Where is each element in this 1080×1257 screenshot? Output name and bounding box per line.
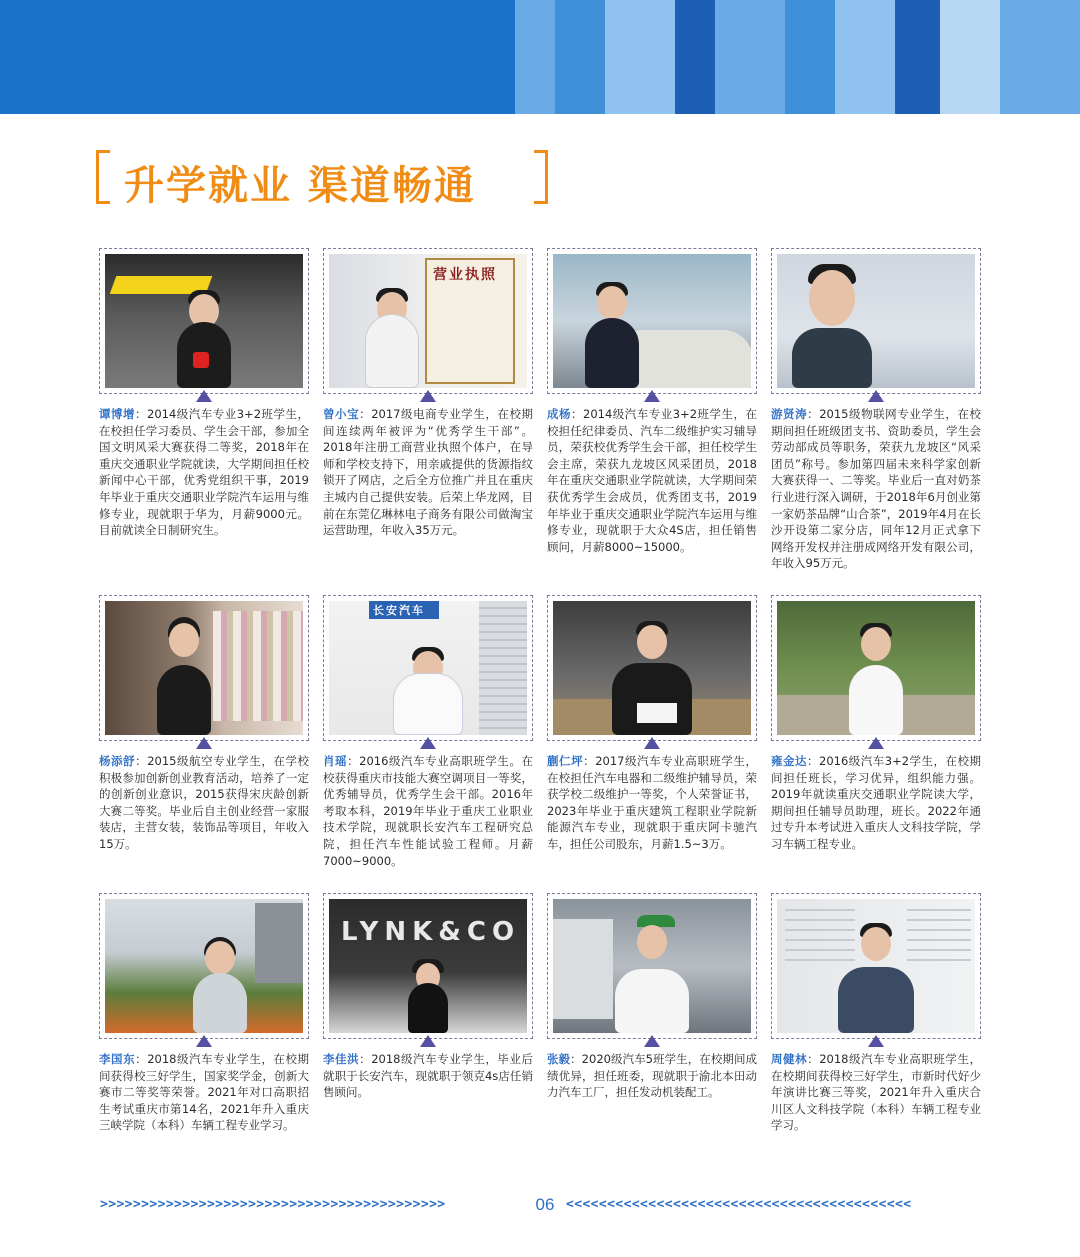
profile-text — [323, 1051, 533, 1101]
profile-desc: ：2018级汽车专业高职班学生，在校期间获得校三好学生，市新时代好少年演讲比赛三等奖，2021年升入重庆合川区人文科技学院（本科）车辆工程专业学习。 — [771, 1052, 982, 1133]
profile-photo — [105, 899, 303, 1033]
profile-text — [323, 406, 533, 539]
photo-frame — [99, 248, 309, 394]
profile-photo — [329, 601, 527, 735]
profile-name: 成杨 — [547, 407, 571, 421]
banner-stripe — [895, 0, 940, 114]
photo-frame — [771, 248, 981, 394]
license-sign: 营业执照 — [433, 267, 497, 283]
banner-stripe — [1000, 0, 1080, 114]
banner-stripe — [785, 0, 835, 114]
pointer-icon — [420, 1035, 436, 1047]
footer-arrows-left: >>>>>>>>>>>>>>>>>>>>>>>>>>>>>>>>>>>>>>>>>> — [100, 1197, 446, 1212]
profile-photo — [777, 254, 975, 388]
photo-frame — [323, 595, 533, 741]
profile-card — [99, 893, 309, 1134]
profile-desc: ：2017级电商专业学生，在校期间连续两年被评为“优秀学生干部”。2018年注册工商营业执照个体户，在导师和学校支持下，用亲戚提供的货源指纹锁开了网店，之后全方位推广并且在重庆主城内自己提供安装。后荣上华龙网，目前在东莞亿琳林电子商务有限公司做淘宝运营助理，年收入35万元。 — [323, 407, 534, 538]
page-title: 升学就业 渠道畅通 — [124, 163, 476, 209]
profile-text — [771, 406, 981, 572]
pointer-icon — [196, 737, 212, 749]
footer-arrows-right: <<<<<<<<<<<<<<<<<<<<<<<<<<<<<<<<<<<<<<<<<< — [566, 1197, 912, 1212]
profile-card — [99, 595, 309, 853]
profile-name: 蒯仁坪 — [547, 754, 584, 768]
profile-name: 周健林 — [771, 1052, 808, 1066]
banner-stripe — [940, 0, 1000, 114]
banner-stripe — [515, 0, 555, 114]
profile-photo — [105, 601, 303, 735]
profile-photo — [105, 254, 303, 388]
profile-name: 李佳洪 — [323, 1052, 360, 1066]
profile-card — [547, 248, 757, 555]
profile-name: 李国东 — [99, 1052, 136, 1066]
photo-frame — [547, 893, 757, 1039]
profile-desc: ：2016级汽车3+2学生，在校期间担任班长，学习优异，组织能力强。2019年就读重庆交通职业学院读大学，期间担任辅导员助理，班长。2022年通过专升本考试进入重庆人文科技学院，学习车辆工程专业。 — [771, 754, 981, 851]
profile-text — [99, 753, 309, 853]
profile-text — [547, 1051, 757, 1101]
photo-frame — [99, 595, 309, 741]
profile-name: 谭博增 — [99, 407, 135, 421]
profile-name: 游贤涛 — [771, 407, 808, 421]
profile-photo — [329, 899, 527, 1033]
pointer-icon — [420, 390, 436, 402]
profile-card — [771, 893, 981, 1134]
profile-card — [547, 595, 757, 853]
profile-name: 张毅 — [547, 1052, 571, 1066]
pointer-icon — [868, 1035, 884, 1047]
profile-card — [771, 248, 981, 572]
profile-card — [771, 595, 981, 853]
profile-photo — [553, 254, 751, 388]
profile-desc: ：2020级汽车5班学生，在校期间成绩优异，担任班委，现就职于渝北本田动力汽车工厂，担任发动机装配工。 — [547, 1052, 757, 1100]
profile-desc: ：2018级汽车专业学生，毕业后就职于长安汽车，现就职于领克4s店任销售顾问。 — [323, 1052, 534, 1100]
title-bracket-right — [534, 150, 548, 204]
profile-card — [323, 893, 533, 1101]
profile-name: 杨添舒 — [99, 754, 136, 768]
pointer-icon — [868, 390, 884, 402]
photo-frame — [771, 595, 981, 741]
profile-desc: ：2014级汽车专业3+2班学生，在校担任学习委员、学生会干部，参加全国文明风采大赛获得二等奖，2018年在重庆交通职业学院就读，大学期间担任校新闻中心干部，优秀党组织干事，2019年毕业于重庆交通职业学院汽车运用与维修专业，现就职于华为，月薪9000元。目前就读全日制研究生。 — [99, 407, 309, 538]
profile-desc: ：2018级汽车专业学生，在校期间获得校三好学生，国家奖学金，创新大赛市二等奖等荣誉。2021年对口高职招生考试重庆市第14名，2021年升入重庆三峡学院（本科）车辆工程专业学习。 — [99, 1052, 310, 1133]
profile-text — [323, 753, 533, 869]
profile-text — [771, 753, 981, 853]
profile-card — [99, 248, 309, 539]
banner-stripe — [605, 0, 675, 114]
profile-text — [99, 1051, 309, 1134]
profile-photo — [329, 254, 527, 388]
photo-frame — [99, 893, 309, 1039]
banner-stripe — [835, 0, 895, 114]
photo-frame — [323, 893, 533, 1039]
page-footer — [100, 1195, 980, 1217]
pointer-icon — [868, 737, 884, 749]
photo-frame — [547, 248, 757, 394]
profile-desc: ：2015级物联网专业学生，在校期间担任班级团支书、资助委员，学生会劳动部成员等职务，荣获九龙坡区“风采团员”称号。参加第四届未来科学家创新大赛获得一、二等奖。毕业后一直对奶茶行业进行深入调研，于2018年6月创业第一家奶茶品牌“山合茶”，2019年4月在长沙开设第二家分店，同年12月正式拿下网络开发权并注册成网络开发有限公司，年收入95万元。 — [771, 407, 982, 571]
profile-desc: ：2017级汽车专业高职班学生，在校担任汽车电器和二级维护辅导员，荣获学校二级维护一等奖，个人荣誉证书，2023年毕业于重庆建筑工程职业学院新能源汽车专业，现就职于重庆阿卡驰汽车，担任公司股东，月薪1.5~3万。 — [547, 754, 758, 851]
page-number: 06 — [535, 1195, 555, 1214]
profile-card — [323, 248, 533, 539]
photo-frame — [547, 595, 757, 741]
profile-photo — [777, 899, 975, 1033]
profile-text — [547, 406, 757, 555]
profile-name: 肖瑶 — [323, 754, 348, 768]
profile-card — [547, 893, 757, 1101]
profile-photo — [777, 601, 975, 735]
profile-desc: ：2016级汽车专业高职班学生。在校获得重庆市技能大赛空调项目一等奖，优秀辅导员，优秀学生会干部。2016年考取本科，2019年毕业于重庆工业职业技术学院，现就职长安汽车工程研究总院，担任汽车性能试验工程师。月薪7000~9000。 — [323, 754, 534, 868]
photo-frame — [323, 248, 533, 394]
profile-photo — [553, 899, 751, 1033]
profile-card — [323, 595, 533, 869]
profile-text — [771, 1051, 981, 1134]
pointer-icon — [420, 737, 436, 749]
pointer-icon — [644, 1035, 660, 1047]
pointer-icon — [196, 1035, 212, 1047]
profile-name: 曾小宝 — [323, 407, 360, 421]
page-title-block — [96, 150, 548, 209]
brand-sign: LYNK&CO — [341, 917, 521, 947]
profile-text — [99, 406, 309, 539]
banner-stripe — [675, 0, 715, 114]
profile-text — [547, 753, 757, 853]
top-banner — [0, 0, 1080, 114]
banner-stripe — [555, 0, 605, 114]
profile-photo — [553, 601, 751, 735]
pointer-icon — [196, 390, 212, 402]
photo-frame — [771, 893, 981, 1039]
profile-desc: ：2014级汽车专业3+2班学生，在校担任纪律委员、汽车二级维护实习辅导员，荣获校优秀学生会干部，担任校学生会主席，荣获九龙坡区风采团员，2018年在重庆交通职业学院就读，大学期间荣获优秀学生会成员，优秀团支书，2019年毕业于重庆交通职业学院汽车运用与维修专业，现就职于大众4S店，担任销售顾问，月薪8000~15000。 — [547, 407, 757, 554]
banner-stripe — [715, 0, 785, 114]
profile-desc: ：2015级航空专业学生，在学校积极参加创新创业教育活动，培养了一定的创新创业意识，2015获得宋庆龄创新大赛二等奖。毕业后自主创业经营一家服装店，主营女装，装饰品等项目，年收入15万。 — [99, 754, 310, 851]
profile-name: 雍金达 — [771, 754, 807, 768]
pointer-icon — [644, 737, 660, 749]
pointer-icon — [644, 390, 660, 402]
title-bracket-left — [96, 150, 110, 204]
company-sign: 长安汽车 — [373, 604, 425, 617]
